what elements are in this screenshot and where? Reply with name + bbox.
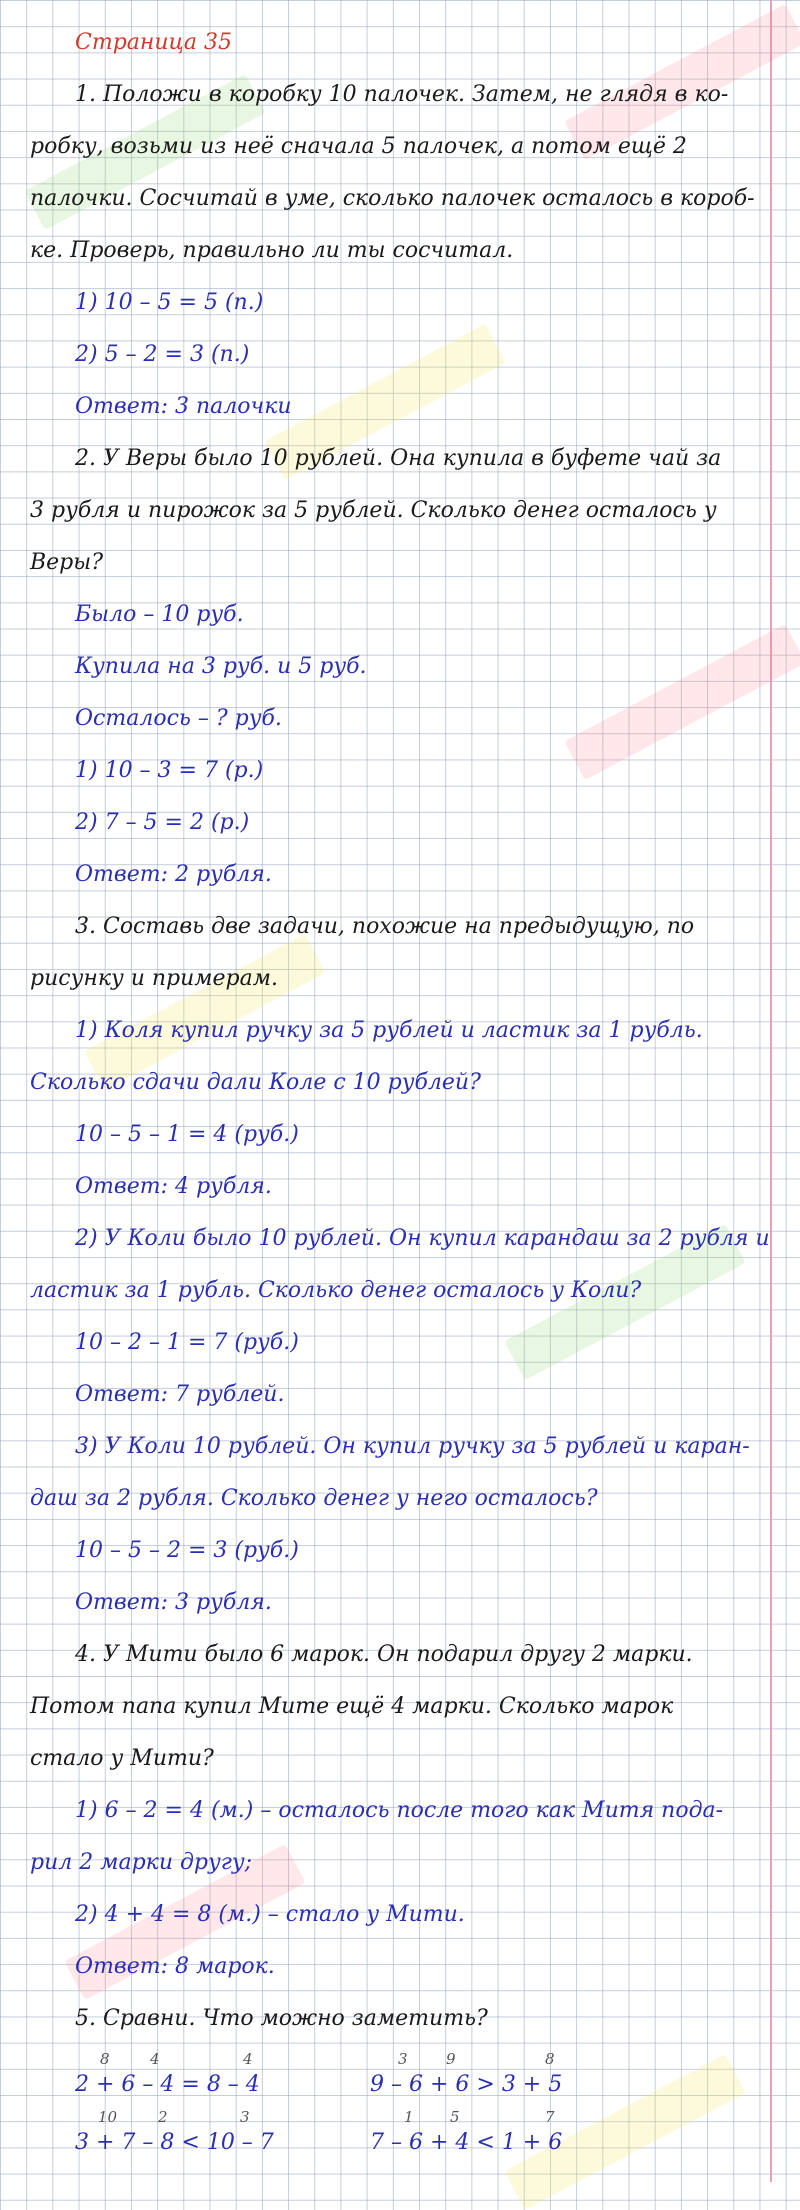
intermediate-result: 7 [545,2108,555,2126]
page-header: Страница 35 [75,30,233,55]
task-line: рисунку и примерам. [30,966,278,991]
task-line: Потом папа купил Мите ещё 4 марки. Сколько марок [30,1694,674,1719]
answer-line: 3) У Коли 10 рублей. Он купил ручку за 5 рублей и каран- [75,1434,750,1459]
answer-line: Ответ: 2 рубля. [75,862,272,887]
task-line: робку, возьми из неё сначала 5 палочек, а потом ещё 2 [30,134,687,159]
intermediate-result: 10 [98,2108,118,2126]
intermediate-result: 4 [243,2050,253,2068]
intermediate-result: 3 [240,2108,250,2126]
task-line: Веры? [30,550,103,575]
task-line: 4. У Мити было 6 марок. Он подарил другу 2 марки. [75,1642,693,1667]
answer-line: Ответ: 8 марок. [75,1954,275,1979]
comparison-expression: 3 + 7 – 8 < 10 – 7 [75,2130,274,2155]
intermediate-result: 9 [446,2050,456,2068]
task-line: стало у Мити? [30,1746,214,1771]
answer-line: 2) У Коли было 10 рублей. Он купил карандаш за 2 рубля и [75,1226,770,1251]
answer-line: Сколько сдачи дали Коле с 10 рублей? [30,1070,481,1095]
comparison-expression: 2 + 6 – 4 = 8 – 4 [75,2072,260,2097]
task-line: ке. Проверь, правильно ли ты сосчитал. [30,238,514,263]
intermediate-result: 8 [100,2050,110,2068]
answer-line: Купила на 3 руб. и 5 руб. [75,654,367,679]
answer-line: Было – 10 руб. [75,602,244,627]
answer-line: 10 – 2 – 1 = 7 (руб.) [75,1330,299,1355]
intermediate-result: 5 [450,2108,460,2126]
task-line: 2. У Веры было 10 рублей. Она купила в буфете чай за [75,446,722,471]
watermark-4 [564,624,800,780]
answer-line: Ответ: 7 рублей. [75,1382,285,1407]
answer-line: рил 2 марки другу; [30,1850,253,1875]
answer-line: 1) Коля купил ручку за 5 рублей и ластик за 1 рубль. [75,1018,703,1043]
answer-line: даш за 2 рубля. Сколько денег у него осталось? [30,1486,598,1511]
intermediate-result: 1 [404,2108,414,2126]
answer-line: Ответ: 4 рубля. [75,1174,272,1199]
answer-line: 1) 6 – 2 = 4 (м.) – осталось после того как Митя пода- [75,1798,724,1823]
task-line: палочки. Сосчитай в уме, сколько палочек осталось в короб- [30,186,755,211]
answer-line: Осталось – ? руб. [75,706,282,731]
answer-line: 10 – 5 – 1 = 4 (руб.) [75,1122,299,1147]
task-line: 1. Положи в коробку 10 палочек. Затем, не глядя в ко- [75,82,729,107]
task-line: 5. Сравни. Что можно заметить? [75,2006,488,2031]
intermediate-result: 8 [545,2050,555,2068]
watermark-5 [84,934,325,1090]
notebook-margin-line [770,0,772,2182]
comparison-expression: 9 – 6 + 6 > 3 + 5 [370,2072,563,2097]
answer-line: 2) 5 – 2 = 3 (п.) [75,342,250,367]
answer-line: 10 – 5 – 2 = 3 (руб.) [75,1538,299,1563]
intermediate-result: 2 [158,2108,168,2126]
answer-line: 1) 10 – 5 = 5 (п.) [75,290,264,315]
intermediate-result: 4 [150,2050,160,2068]
answer-line: 2) 7 – 5 = 2 (р.) [75,810,250,835]
answer-line: 2) 4 + 4 = 8 (м.) – стало у Мити. [75,1902,465,1927]
answer-line: 1) 10 – 3 = 7 (р.) [75,758,264,783]
comparison-expression: 7 – 6 + 4 < 1 + 6 [370,2130,563,2155]
task-line: 3. Составь две задачи, похожие на предыдущую, по [75,914,695,939]
intermediate-result: 3 [398,2050,408,2068]
answer-line: ластик за 1 рубль. Сколько денег осталось у Коли? [30,1278,642,1303]
task-line: 3 рубля и пирожок за 5 рублей. Сколько денег осталось у [30,498,717,523]
answer-line: Ответ: 3 палочки [75,394,292,419]
answer-line: Ответ: 3 рубля. [75,1590,272,1615]
